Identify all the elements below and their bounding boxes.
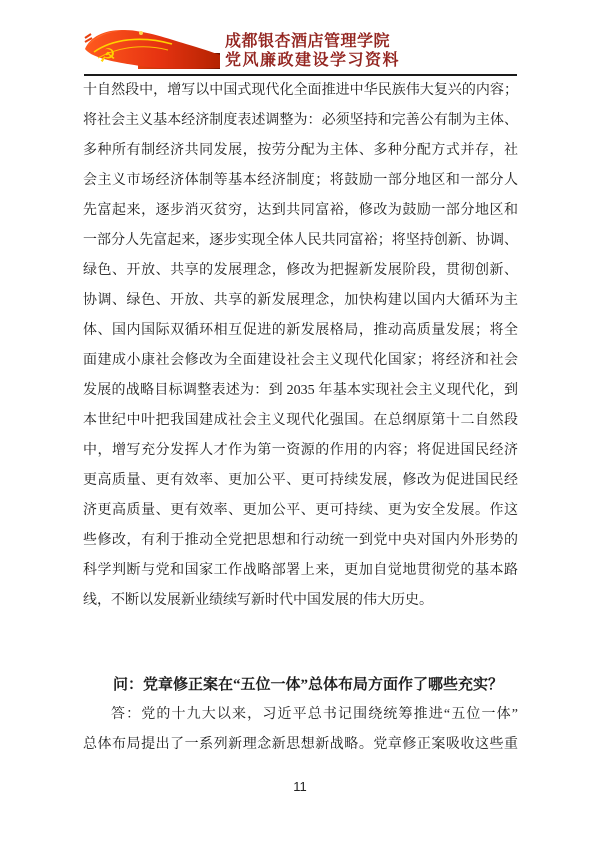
paragraph-line: 些修改，有利于推动全党把思想和行动统一到党中央对国内外形势的 xyxy=(83,533,518,548)
body-text xyxy=(83,76,518,760)
answer-line: 答：党的十九大以来，习近平总书记围绕统筹推进“五位一体” xyxy=(111,707,518,722)
paragraph-line: 多种所有制经济共同发展，按劳分配为主体、多种分配方式并存，社 xyxy=(83,143,518,158)
answer-line: 总体布局提出了一系列新理念新思想新战略。党章修正案吸收这些重 xyxy=(83,737,518,752)
paragraph-line: 济更高质量、更有效率、更加公平、更可持续、更为安全发展。作这 xyxy=(83,503,518,518)
header-titles xyxy=(225,31,400,69)
paragraph-line: 面建成小康社会修改为全面建设社会主义现代化国家；将经济和社会 xyxy=(83,353,518,368)
paragraph-line: 线，不断以发展新业绩续写新时代中国发展的伟大历史。 xyxy=(83,593,433,608)
hammer-sickle-icon: ☭ xyxy=(99,45,117,67)
paragraph-line: 会主义市场经济体制等基本经济制度；将鼓励一部分地区和一部分人 xyxy=(83,173,518,188)
org-title: 成都银杏酒店管理学院 xyxy=(225,31,391,50)
paragraph-line: 更高质量、更有效率、更加公平、更可持续发展，修改为促进国民经 xyxy=(83,473,518,488)
paragraph-line: 科学判断与党和国家工作战略部署上来，更加自觉地贯彻党的基本路 xyxy=(83,563,518,578)
answer-paragraph xyxy=(83,700,518,760)
paragraph-line: 先富起来，逐步消灭贫穷，达到共同富裕，修改为鼓励一部分地区和 xyxy=(83,203,518,218)
paragraph-line: 十自然段中，增写以中国式现代化全面推进中华民族伟大复兴的内容； xyxy=(83,83,518,98)
paragraph-line: 协调、绿色、开放、共享的新发展理念，加快构建以国内大循环为主 xyxy=(83,293,518,308)
paragraph-line: 一部分人先富起来，逐步实现全体人民共同富裕；将坚持创新、协调、 xyxy=(83,233,518,248)
paragraph-line: 体、国内国际双循环相互促进的新发展格局，推动高质量发展；将全 xyxy=(83,323,518,338)
doc-title: 党风廉政建设学习资料 xyxy=(225,50,401,69)
paragraph-line: 本世纪中叶把我国建成社会主义现代化强国。在总纲原第十二自然段 xyxy=(83,413,518,428)
paragraph-line: 中，增写充分发挥人才作为第一资源的作用的内容；将促进国民经济 xyxy=(83,443,518,458)
page-number: 11 xyxy=(293,779,307,794)
party-flame-logo xyxy=(84,28,220,70)
gold-spark xyxy=(139,31,143,35)
paragraph-line: 将社会主义基本经济制度表述调整为：必须坚持和完善公有制为主体、 xyxy=(83,113,518,128)
amendments-paragraph xyxy=(83,76,518,616)
party-flame-logo-graphic xyxy=(84,28,220,70)
logo-stripe xyxy=(85,34,91,38)
paragraph-line: 绿色、开放、共享的发展理念，修改为把握新发展阶段，贯彻创新、 xyxy=(83,263,518,278)
paragraph-line: 发展的战略目标调整表述为：到 2035 年基本实现社会主义现代化，到 xyxy=(83,383,518,398)
question-heading: 问：党章修正案在“五位一体”总体布局方面作了哪些充实？ xyxy=(113,677,504,693)
